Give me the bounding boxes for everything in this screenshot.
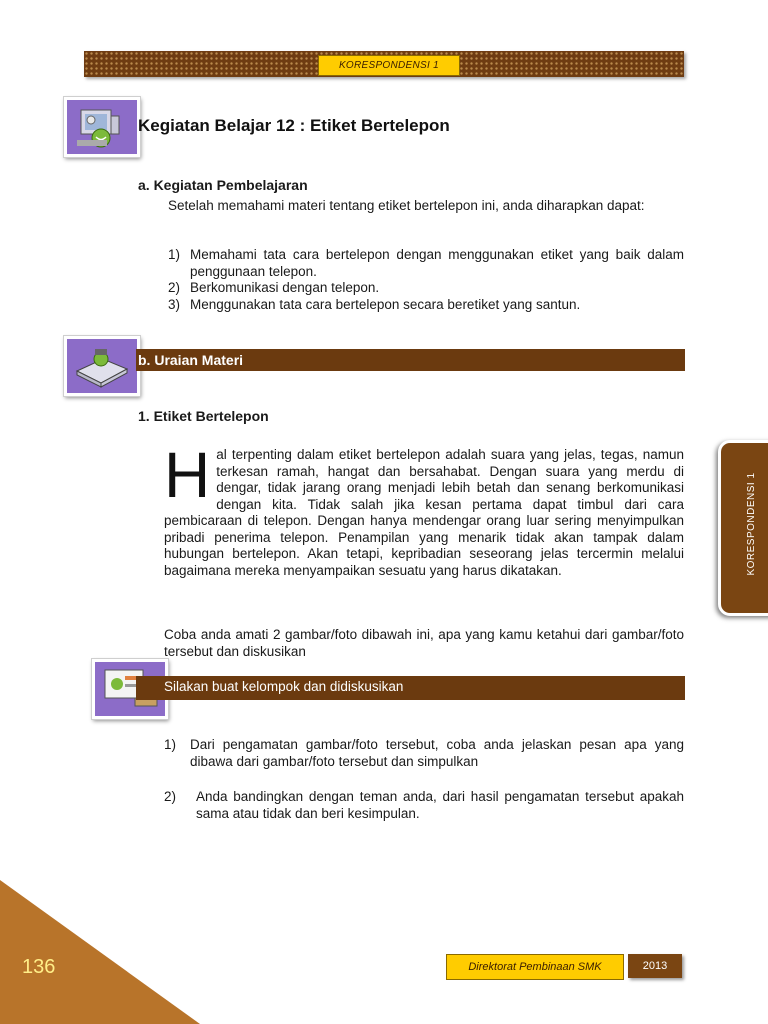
list-item bbox=[164, 736, 684, 770]
discussion-band bbox=[136, 676, 685, 700]
list-item-text: Dari pengamatan gambar/foto tersebut, coba anda jelaskan pesan apa yang dibawa dari gambar/foto tersebut dan simpulkan bbox=[190, 737, 684, 769]
list-item-text: Menggunakan tata cara bertelepon secara beretiket yang santun. bbox=[190, 296, 581, 312]
list-item bbox=[168, 297, 684, 314]
list-item bbox=[164, 788, 684, 822]
page-number: 136 bbox=[22, 956, 56, 978]
paragraph-text: al terpenting dalam etiket bertelepon adalah suara yang jelas, tegas, namun terkesan ramah, hangat dan bersahabat. Dengan suara yang merdu di dengar, tidak jarang orang menjadi lebih betah dan senang berkomunikasi dengan kita. Tidak salah jika kesan pertama dapat timbul dari cara pembicaraan di telepon. Dengan hanya mendengar orang luar sering menyimpulkan pribadi penerima telepon. Penampilan yang menarik tidak akan tampak dalam hubungan bertelepon. Akan tetapi, kepribadian seseorang jelas tercermin melalui bagaimana mereka menyampaikan sesuatu yang harus dikatakan. bbox=[164, 447, 684, 578]
section-b-subheading: 1. Etiket Bertelepon bbox=[138, 408, 269, 424]
list-item-number: 3) bbox=[168, 296, 181, 312]
list-item-text: Berkomunikasi dengan telepon. bbox=[190, 280, 380, 295]
book-icon bbox=[64, 336, 140, 396]
page-title: Kegiatan Belajar 12 : Etiket Bertelepon bbox=[138, 116, 450, 135]
list-item-number: 2) bbox=[168, 280, 181, 295]
list-item bbox=[168, 280, 684, 297]
footer-publisher: Direktorat Pembinaan SMK bbox=[446, 954, 624, 980]
discussion-list bbox=[164, 736, 684, 822]
list-item-text: Anda bandingkan dengan teman anda, dari hasil pengamatan tersebut apakah sama atau tidak dan beri kesimpulan. bbox=[196, 789, 684, 821]
list-item bbox=[168, 247, 684, 280]
section-a-list bbox=[168, 247, 684, 313]
section-a-intro: Setelah memahami materi tentang etiket bertelepon ini, anda diharapkan dapat: bbox=[168, 198, 645, 213]
section-b-heading: b. Uraian Materi bbox=[138, 352, 244, 368]
list-item-text: Memahami tata cara bertelepon dengan menggunakan etiket yang baik dalam penggunaan telepon. bbox=[190, 247, 684, 279]
list-item-number: 2) bbox=[164, 789, 177, 804]
discussion-heading: Silakan buat kelompok dan didiskusikan bbox=[164, 679, 404, 694]
header-label: KORESPONDENSI 1 bbox=[318, 55, 460, 76]
section-b-paragraph2: Coba anda amati 2 gambar/foto dibawah ini, apa yang kamu ketahui dari gambar/foto tersebut dan diskusikan bbox=[164, 627, 684, 659]
section-b-paragraph bbox=[164, 439, 684, 579]
list-item-number: 1) bbox=[168, 247, 181, 262]
drop-cap: H bbox=[164, 439, 211, 511]
footer-year: 2013 bbox=[628, 954, 682, 978]
section-a-heading: a. Kegiatan Pembelajaran bbox=[138, 177, 308, 193]
computer-icon bbox=[64, 97, 140, 157]
section-b-band bbox=[136, 349, 685, 371]
page-corner-decoration bbox=[0, 880, 200, 1024]
chapter-side-tab-label: KORESPONDENSI 1 bbox=[746, 472, 757, 576]
list-item-number: 1) bbox=[164, 737, 177, 752]
